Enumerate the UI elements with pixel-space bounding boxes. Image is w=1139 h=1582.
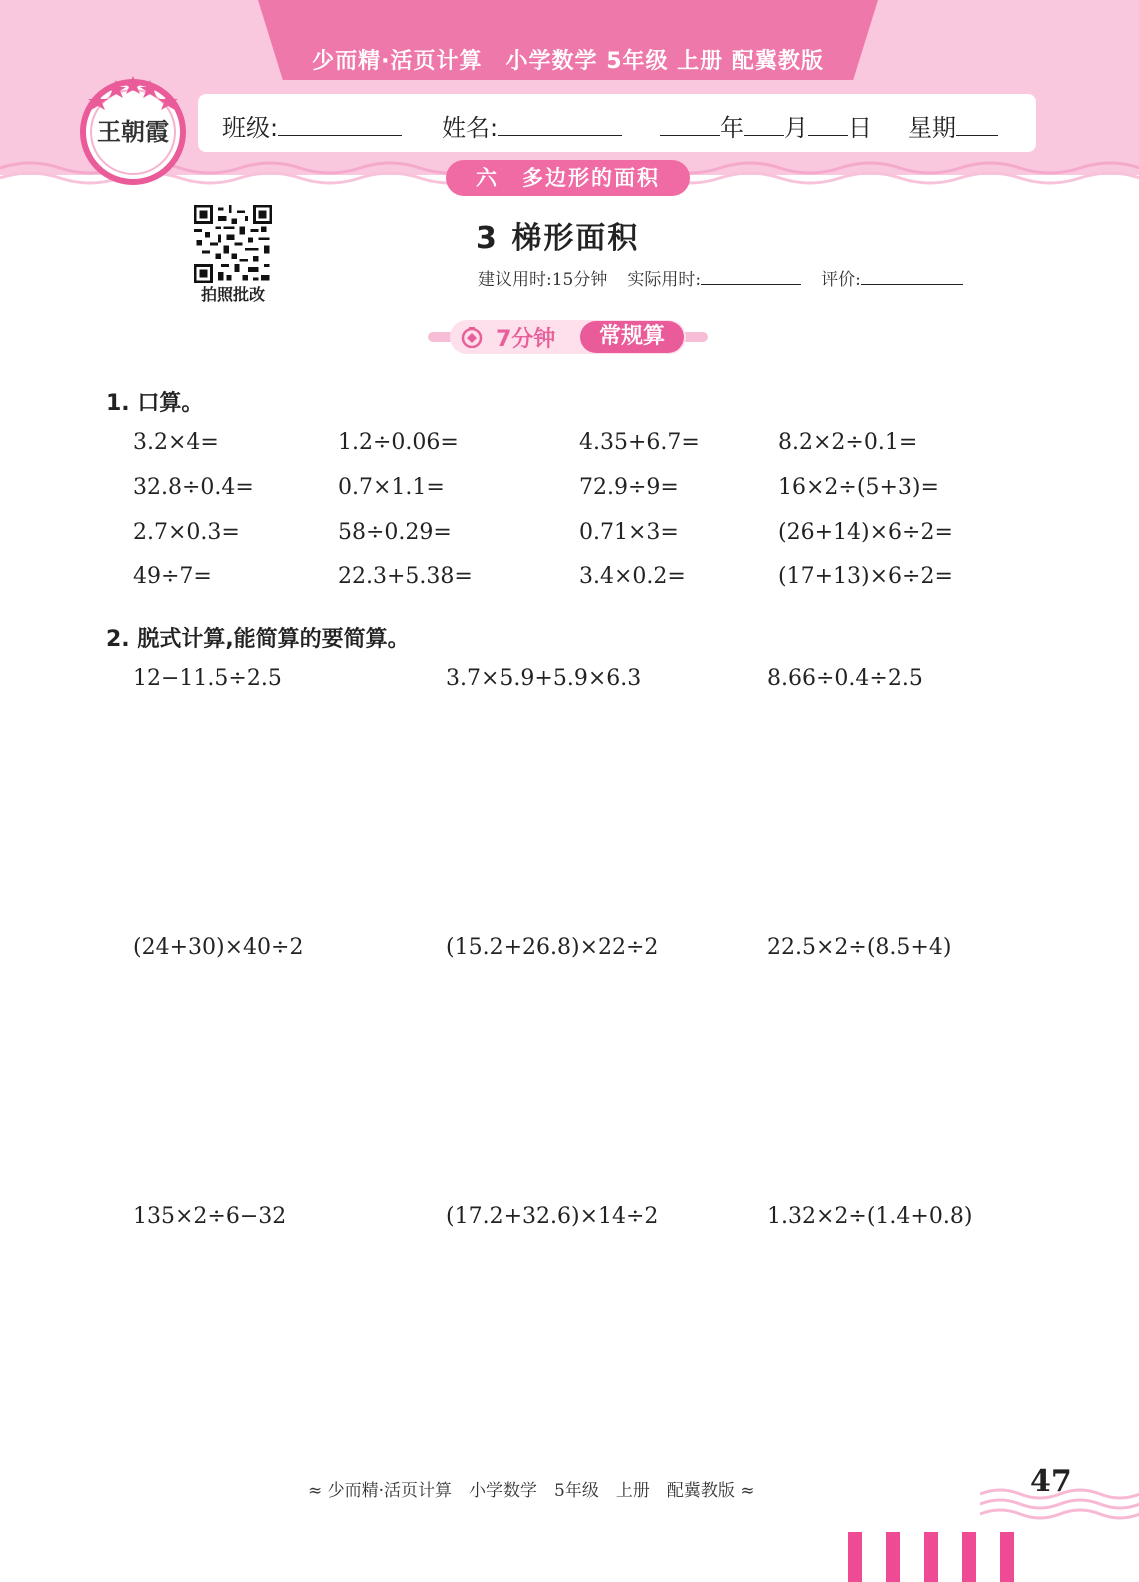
- time-info: [478, 265, 963, 290]
- q1-item: 0.7×1.1=: [338, 475, 445, 500]
- q2-title: 2. 脱式计算,能简算的要简算。: [106, 627, 410, 652]
- footer-series: ≈ 少而精·活页计算 小学数学 5年级 上册 配冀教版 ≈: [308, 1481, 755, 1501]
- qr-label: 拍照批改: [200, 285, 265, 304]
- edge-bar: [886, 1532, 900, 1582]
- clock-icon: [461, 326, 483, 348]
- q1-item: 49÷7=: [133, 564, 212, 589]
- week-blank[interactable]: [956, 113, 998, 136]
- year-label: 年: [720, 114, 744, 142]
- name-label: 姓名:: [442, 114, 499, 142]
- q1-item: 32.8÷0.4=: [133, 475, 254, 500]
- edge-bar: [924, 1532, 938, 1582]
- month-label: 月: [784, 114, 808, 142]
- q1-item: 1.2÷0.06=: [338, 430, 459, 455]
- edge-bar: [848, 1532, 862, 1582]
- day-label: 日: [848, 114, 872, 142]
- class-label: 班级:: [222, 114, 279, 142]
- q1-title: 1. 口算。: [106, 391, 204, 416]
- q1-item: (17+13)×6÷2=: [778, 564, 953, 589]
- q2-item: 8.66÷0.4÷2.5: [767, 666, 923, 691]
- q2-item: (17.2+32.6)×14÷2: [446, 1204, 659, 1229]
- q2-item: (24+30)×40÷2: [133, 935, 304, 960]
- q2-item: 1.32×2÷(1.4+0.8): [767, 1204, 973, 1229]
- evaluation-label: 评价:: [821, 270, 861, 290]
- q1-item: 8.2×2÷0.1=: [778, 430, 918, 455]
- edge-bar: [1000, 1532, 1014, 1582]
- svg-text:王朝霞: 王朝霞: [97, 117, 169, 146]
- year-blank[interactable]: [660, 113, 720, 136]
- name-blank[interactable]: [498, 113, 622, 136]
- q1-item: 3.4×0.2=: [579, 564, 686, 589]
- evaluation-blank[interactable]: [861, 268, 963, 285]
- day-blank[interactable]: [808, 113, 848, 136]
- q1-item: (26+14)×6÷2=: [778, 520, 953, 545]
- series-title: 少而精·活页计算 小学数学 5年级 上册 配冀教版: [312, 49, 824, 74]
- q1-item: 58÷0.29=: [338, 520, 452, 545]
- actual-time-label: 实际用时:: [627, 270, 702, 290]
- section-tag: 常规算: [580, 321, 684, 353]
- week-field[interactable]: [908, 108, 998, 143]
- q2-item: (15.2+26.8)×22÷2: [446, 935, 659, 960]
- actual-time-blank[interactable]: [701, 268, 801, 285]
- page-number: 47: [1030, 1464, 1072, 1499]
- q1-item: 3.2×4=: [133, 430, 219, 455]
- qr-code-icon[interactable]: [194, 205, 272, 283]
- q2-item: 135×2÷6−32: [133, 1204, 287, 1229]
- date-field[interactable]: [660, 108, 872, 143]
- brand-logo: [78, 70, 188, 190]
- name-field[interactable]: [442, 108, 622, 143]
- q2-item: 12−11.5÷2.5: [133, 666, 282, 691]
- q2-item: 22.5×2÷(8.5+4): [767, 935, 952, 960]
- q1-item: 72.9÷9=: [579, 475, 679, 500]
- suggested-time: 建议用时:15分钟: [478, 270, 608, 290]
- q1-item: 0.71×3=: [579, 520, 679, 545]
- class-blank[interactable]: [278, 113, 402, 136]
- edge-bar: [962, 1532, 976, 1582]
- q1-item: 2.7×0.3=: [133, 520, 240, 545]
- q1-item: 4.35+6.7=: [579, 430, 700, 455]
- q2-item: 3.7×5.9+5.9×6.3: [446, 666, 642, 691]
- month-blank[interactable]: [744, 113, 784, 136]
- lesson-title: 3 梯形面积: [476, 221, 640, 256]
- q1-item: 16×2÷(5+3)=: [778, 475, 939, 500]
- section-time: 7分钟: [496, 327, 556, 352]
- class-field[interactable]: [222, 108, 402, 143]
- chapter-badge: 六 多边形的面积: [446, 160, 690, 196]
- week-label: 星期: [908, 114, 956, 142]
- q1-item: 22.3+5.38=: [338, 564, 473, 589]
